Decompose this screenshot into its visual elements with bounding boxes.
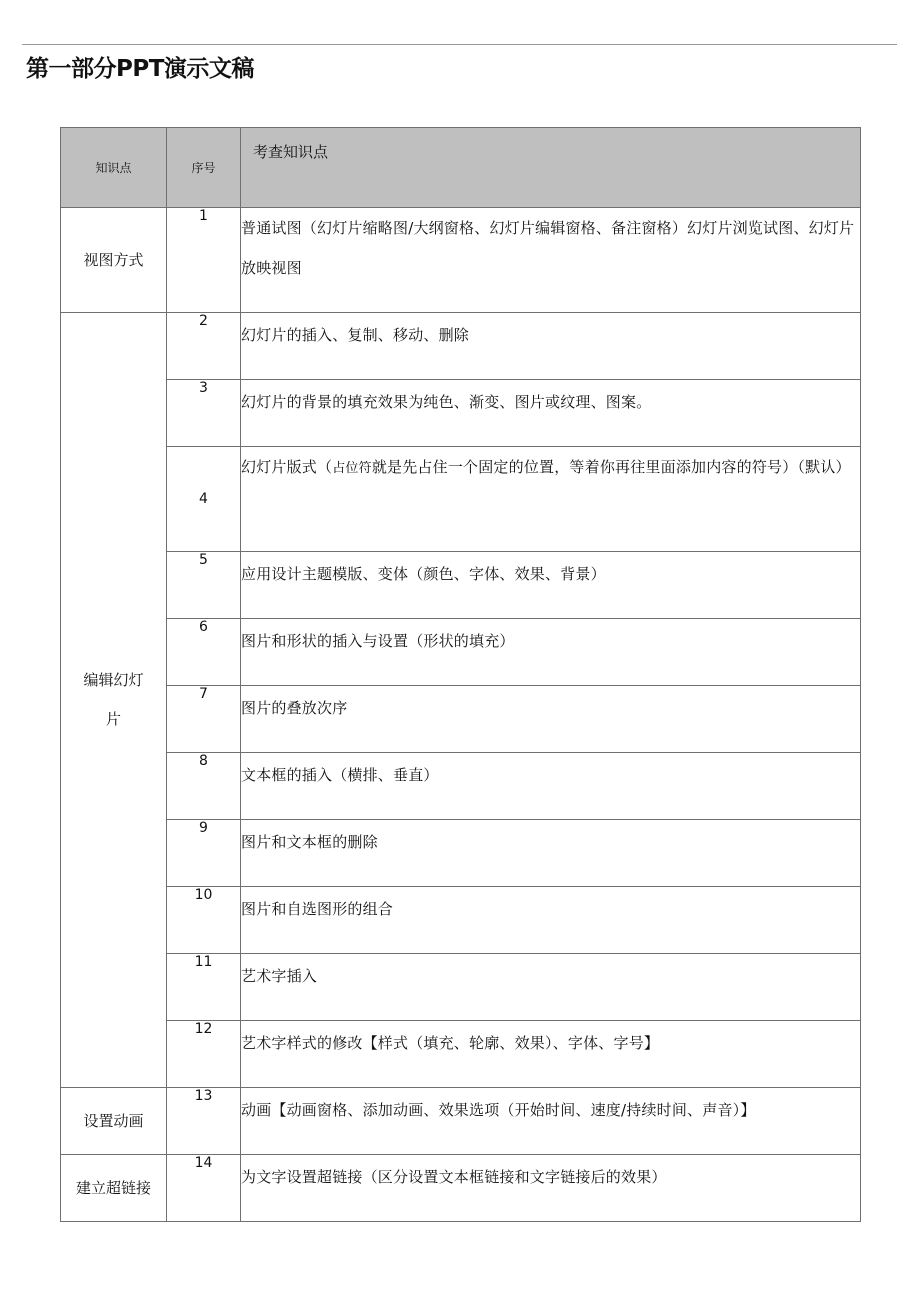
table-row [61, 887, 861, 954]
category-cell-edit [61, 313, 167, 1088]
row-content: 普通试图（幻灯片缩略图/大纲窗格、幻灯片编辑窗格、备注窗格）幻灯片浏览试图、幻灯片放映视图 [241, 208, 861, 313]
table-row [61, 619, 861, 686]
table-row [61, 380, 861, 447]
table-row [61, 447, 861, 552]
table-row [61, 820, 861, 887]
row-number: 11 [167, 954, 241, 1021]
row-content: 图片和形状的插入与设置（形状的填充） [241, 619, 861, 686]
content-part: 幻灯片版式（ [241, 458, 333, 476]
content-part-small: 占位符 [332, 461, 372, 476]
row-content: 艺术字样式的修改【样式（填充、轮廓、效果）、字体、字号】 [241, 1021, 861, 1088]
table-row [61, 1021, 861, 1088]
header-content: 考查知识点 [241, 128, 861, 208]
header-rule [22, 44, 897, 45]
table-row [61, 954, 861, 1021]
table-row [61, 1088, 861, 1155]
row-content: 文本框的插入（横排、垂直） [241, 753, 861, 820]
table-row [61, 1155, 861, 1222]
category-cell-hyperlink: 建立超链接 [61, 1155, 167, 1222]
table-row [61, 753, 861, 820]
row-number: 8 [167, 753, 241, 820]
table-row [61, 686, 861, 753]
table-row [61, 313, 861, 380]
row-content: 应用设计主题模版、变体（颜色、字体、效果、背景） [241, 552, 861, 619]
header-category: 知识点 [61, 128, 167, 208]
category-cell-animation: 设置动画 [61, 1088, 167, 1155]
row-number: 9 [167, 820, 241, 887]
row-number: 12 [167, 1021, 241, 1088]
row-number: 3 [167, 380, 241, 447]
row-content: 图片和文本框的删除 [241, 820, 861, 887]
row-number: 1 [167, 208, 241, 313]
row-content: 动画【动画窗格、添加动画、效果选项（开始时间、速度/持续时间、声音）】 [241, 1088, 861, 1155]
row-content: 幻灯片的背景的填充效果为纯色、渐变、图片或纹理、图案。 [241, 380, 861, 447]
row-number: 2 [167, 313, 241, 380]
content-part: 就是先占住一个固定的位置，等着你再往里面添加内容的符号）（默认） [371, 458, 851, 476]
row-content [241, 447, 861, 552]
row-content: 幻灯片的插入、复制、移动、删除 [241, 313, 861, 380]
table-row [61, 208, 861, 313]
row-content: 为文字设置超链接（区分设置文本框链接和文字链接后的效果） [241, 1155, 861, 1222]
row-content: 图片的叠放次序 [241, 686, 861, 753]
row-number: 6 [167, 619, 241, 686]
row-number: 7 [167, 686, 241, 753]
row-number: 5 [167, 552, 241, 619]
category-cell-view: 视图方式 [61, 208, 167, 313]
row-number: 4 [167, 447, 241, 552]
knowledge-points-table [60, 127, 861, 1222]
row-content: 艺术字插入 [241, 954, 861, 1021]
table-header-row [61, 128, 861, 208]
table-row [61, 552, 861, 619]
row-number: 14 [167, 1155, 241, 1222]
document-title: 第一部分PPT演示文稿 [26, 56, 254, 82]
row-number: 13 [167, 1088, 241, 1155]
category-label: 编辑幻灯片 [83, 671, 144, 728]
row-content: 图片和自选图形的组合 [241, 887, 861, 954]
row-number: 10 [167, 887, 241, 954]
header-number: 序号 [167, 128, 241, 208]
